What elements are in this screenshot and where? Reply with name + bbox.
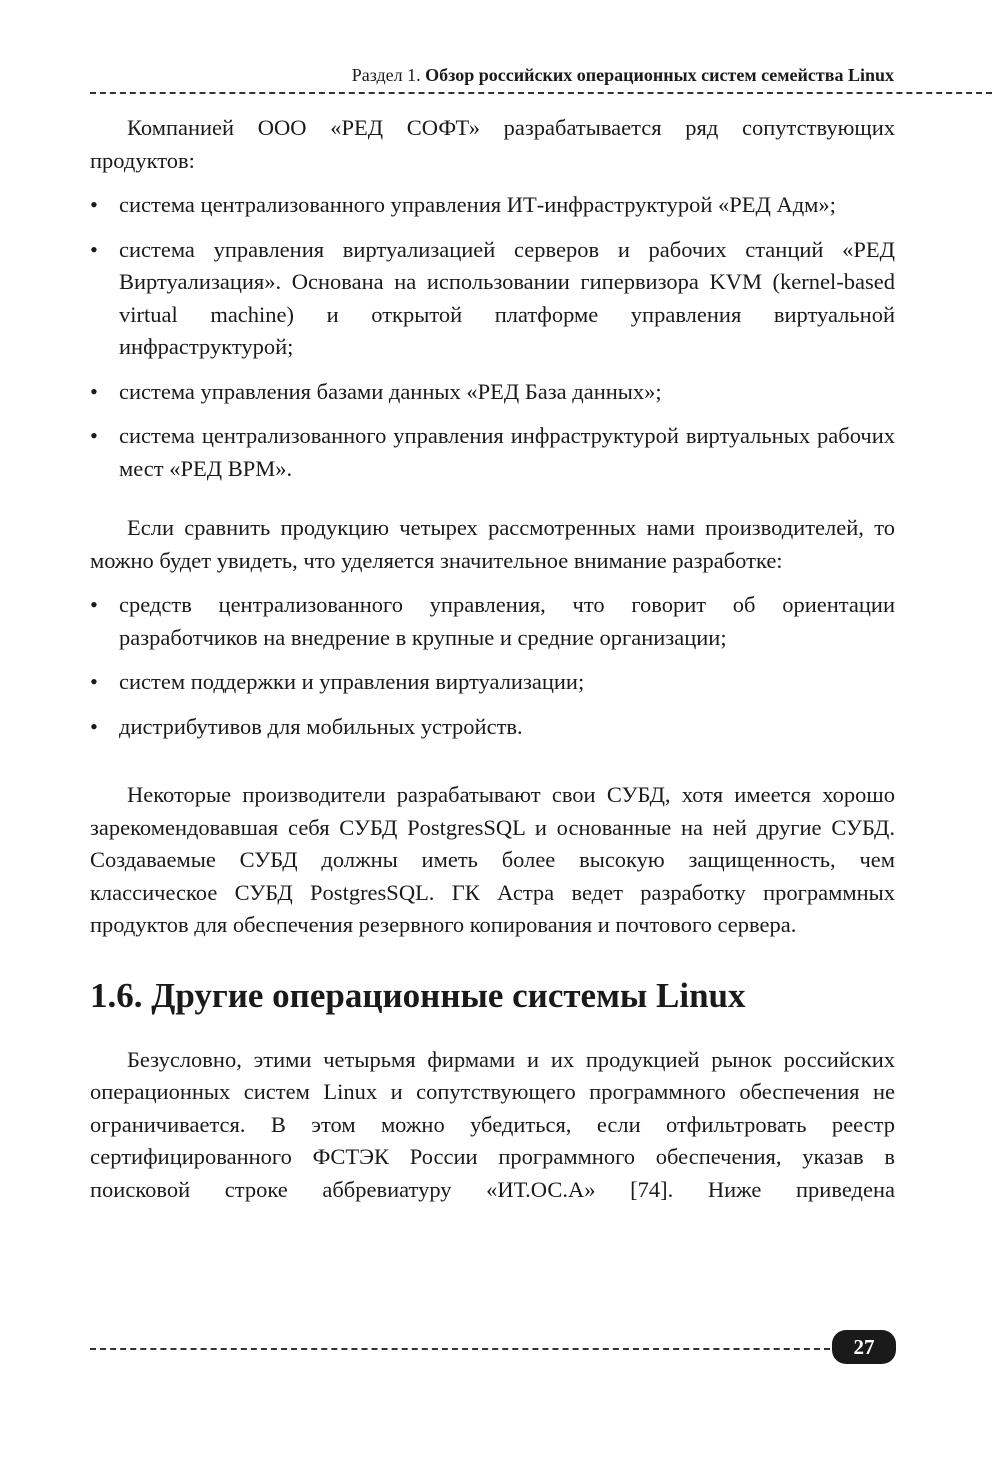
red-soft-products-list	[90, 189, 895, 485]
list-item	[90, 711, 895, 744]
list-item-text: система управления виртуализацией серверов и рабочих станций «РЕД Виртуализация». Основана на использовании гипервизора KVM (kernel-based virtual machine) и открытой платформе управления виртуальной инфраструктурой;	[119, 236, 895, 359]
bullet-icon: •	[90, 423, 98, 448]
bullet-icon: •	[90, 378, 98, 404]
intro-paragraph: Компанией ООО «РЕД СОФТ» разрабатывается ряд сопутствующих продуктов:	[90, 115, 895, 173]
comparison-paragraph: Если сравнить продукцию четырех рассмотренных нами производителей, то можно будет увидеть, что уделяется значительное внимание разработке:	[90, 515, 895, 573]
dbms-paragraph: Некоторые производители разрабатывают свои СУБД, хотя имеется хорошо зарекомендовавшая себя СУБД PostgresSQL и основанные на ней другие СУБД. Создаваемые СУБД должны иметь более высокую защищенность, чем классическое СУБД PostgresSQL. ГК Астра ведет разработку программных продуктов для обеспечения резервного копирования и почтового сервера.	[90, 782, 895, 937]
list-item-text: дистрибутивов для мобильных устройств.	[119, 713, 523, 739]
bullet-icon: •	[90, 236, 98, 262]
running-header	[90, 64, 894, 86]
list-item	[90, 589, 895, 654]
list-item	[90, 234, 895, 364]
bullet-icon: •	[90, 592, 98, 617]
list-item-text: систем поддержки и управления виртуализации;	[119, 669, 585, 694]
section-heading: 1.6. Другие операционные системы Linux	[90, 975, 746, 1015]
focus-areas-list	[90, 589, 895, 743]
list-item	[90, 666, 895, 699]
list-item-text: система централизованного управления инфраструктурой виртуальных рабочих мест «РЕД ВРМ».	[119, 423, 895, 481]
bullet-icon: •	[90, 192, 98, 217]
footer-divider	[90, 1348, 830, 1350]
list-item	[90, 189, 895, 222]
header-section-label: Раздел 1.	[351, 65, 421, 85]
list-item-text: средств централизованного управления, что говорит об ориентации разработчиков на внедрение в крупные и средние организации;	[119, 592, 895, 650]
list-item	[90, 376, 895, 409]
header-divider	[90, 92, 992, 94]
section-paragraph: Безусловно, этими четырьмя фирмами и их продукцией рынок российских операционных систем Linux и сопутствующего программного обеспечения не ограничивается. В этом можно убедиться, если отфильтровать реестр сертифицированного ФСТЭК России программного обеспечения, указав в поисковой строке аббревиатуру «ИТ.ОС.А» [74]. Ниже приведена	[90, 1046, 895, 1202]
header-section-title: Обзор российских операционных систем семейства Linux	[425, 65, 894, 85]
bullet-icon: •	[90, 713, 98, 739]
list-item	[90, 420, 895, 485]
list-item-text: система централизованного управления ИТ-инфраструктурой «РЕД Адм»;	[119, 192, 836, 217]
page-body	[90, 112, 895, 1206]
page-number: 27	[832, 1330, 896, 1364]
list-item-text: система управления базами данных «РЕД База данных»;	[119, 378, 662, 404]
bullet-icon: •	[90, 669, 98, 694]
